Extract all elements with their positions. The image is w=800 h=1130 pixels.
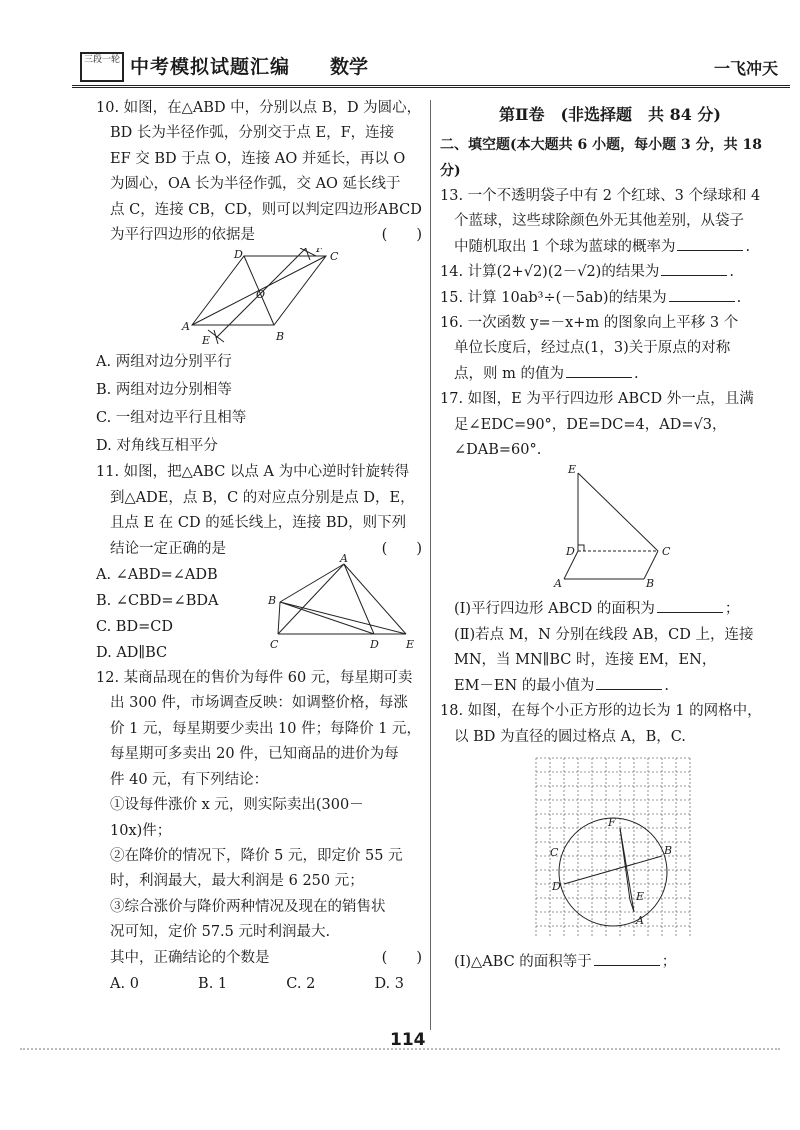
label-e: E	[406, 638, 415, 652]
segment-ec	[578, 473, 658, 551]
answer-blank[interactable]	[661, 261, 727, 276]
page-number: 114	[390, 1030, 426, 1050]
q12-statement: 况可知，定价 57.5 元时利润最大.	[110, 924, 331, 941]
q12-statement: 时，利润最大，最大利润是 6 250 元；	[110, 873, 364, 890]
q18-part-1-end: ；	[661, 953, 677, 970]
label-f: F	[608, 815, 616, 829]
label-a: A	[636, 913, 644, 927]
q10-line-text: 为平行四边形的依据是	[110, 227, 255, 244]
arc-f	[300, 248, 316, 260]
label-c: C	[662, 545, 671, 559]
q11-line: 且点 E 在 CD 的延长线上，连接 BD，则下列	[110, 515, 407, 532]
segment-bc	[278, 602, 280, 634]
q13-line: 个蓝球，这些球除颜色外无其他差别，从袋子	[454, 213, 744, 230]
header-rule	[72, 85, 790, 88]
q12-question	[96, 946, 422, 971]
question-10	[96, 96, 422, 460]
q12-option: A. 0	[110, 975, 139, 992]
q16-end: .	[633, 365, 639, 382]
q10-option: D. 对角线互相平分	[96, 438, 218, 455]
q16-line: 单位长度后，经过点(1，3)关于原点的对称	[454, 340, 731, 357]
segment-ac	[278, 564, 344, 634]
q10-line: BD 长为半径作弧，分别交于点 E，F，连接	[110, 125, 395, 142]
q16-line	[440, 362, 780, 387]
q11-line-text: 结论一定正确的是	[110, 540, 226, 557]
page-header	[72, 44, 790, 88]
left-column	[96, 96, 422, 997]
answer-paren: ( )	[381, 227, 422, 244]
label-d: D	[234, 248, 243, 262]
label-d: D	[566, 545, 575, 559]
answer-blank[interactable]	[669, 287, 735, 302]
subject-label: 数学	[330, 56, 369, 78]
q12-option: D. 3	[374, 975, 404, 992]
q12-statement: ③综合涨价与降价两种情况及现在的销售状	[110, 898, 386, 915]
q15-end: .	[736, 289, 742, 306]
q17-part-2-end: .	[664, 677, 669, 694]
question-15	[440, 286, 780, 311]
q18-grid-figure	[440, 750, 780, 946]
label-o: O	[256, 288, 266, 302]
q18-part-1-text: (Ⅰ)△ABC 的面积等于	[454, 953, 592, 970]
q17-figure	[440, 463, 780, 593]
q10-option: C. 一组对边平行且相等	[96, 410, 247, 427]
brand-label: 一飞冲天	[713, 59, 778, 78]
q12-options	[96, 971, 422, 997]
label-b: B	[276, 330, 285, 344]
question-16	[440, 311, 780, 387]
q18-part-1	[440, 950, 780, 975]
answer-blank[interactable]	[657, 598, 723, 613]
label-b: B	[268, 594, 277, 608]
label-e: E	[568, 463, 577, 477]
q10-option: B. 两组对边分别相等	[96, 382, 232, 399]
q10-figure	[96, 248, 422, 344]
q11-line: 到△ADE，点 B，C 的对应点分别是点 D，E，	[110, 489, 415, 506]
label-b: B	[664, 843, 673, 857]
label-d: D	[370, 638, 379, 652]
label-d: D	[552, 879, 561, 893]
q10-line: 点 C，连接 CB，CD，则可以判定四边形ABCD	[110, 201, 422, 218]
question-13	[440, 184, 780, 260]
label-c: C	[550, 845, 559, 859]
q10-line	[96, 223, 422, 248]
q10-option: A. 两组对边分别平行	[96, 354, 232, 371]
answer-blank[interactable]	[596, 675, 662, 690]
diameter-bd	[564, 856, 662, 884]
footer-dotted-rule	[20, 1048, 780, 1050]
q14-end: .	[729, 264, 734, 281]
q18-line: 以 BD 为直径的圆过格点 A，B，C.	[454, 728, 686, 745]
q11-option: B. ∠CBD=∠BDA	[96, 593, 219, 610]
q17-part-1	[440, 597, 780, 622]
q13-line	[440, 235, 780, 260]
label-a: A	[182, 320, 190, 334]
segment-bd	[280, 602, 374, 634]
question-12	[96, 666, 422, 997]
question-17	[440, 387, 780, 699]
q11-line: 11. 如图，把△ABC 以点 A 为中心逆时针旋转得	[96, 464, 410, 481]
label-f: F	[316, 248, 324, 256]
segment-ab	[280, 564, 344, 602]
q10-line: 为圆心，OA 长为半径作弧，交 AO 延长线于	[110, 176, 401, 193]
q17-line: 17. 如图，E 为平行四边形 ABCD 外一点，且满	[440, 391, 754, 408]
segment-ad	[344, 564, 374, 634]
q11-option: D. AD∥BC	[96, 645, 168, 662]
q17-part-2-line: MN，当 MN∥BC 时，连接 EM，EN，	[454, 652, 717, 669]
label-c: C	[270, 638, 279, 652]
q13-line: 13. 一个不透明袋子中有 2 个红球、3 个绿球和 4	[440, 188, 761, 204]
q11-figure	[256, 554, 422, 654]
q12-statement: ①设每件涨价 x 元，则实际卖出(300－	[110, 797, 364, 814]
part-2-title: 第Ⅱ卷 (非选择题 共 84 分)	[498, 105, 722, 124]
q16-line-text: 点，则 m 的值为	[454, 365, 564, 382]
q13-end: .	[745, 238, 751, 255]
circle-bd	[559, 815, 667, 926]
q17-part-2-line: (Ⅱ)若点 M，N 分别在线段 AB，CD 上，连接	[454, 626, 754, 643]
q12-statement: ②在降价的情况下，降价 5 元，即定价 55 元	[110, 847, 403, 864]
q17-line: ∠DAB=60°.	[454, 442, 542, 459]
column-divider	[430, 100, 431, 1030]
q12-line: 出 300 件，市场调查反映：如调整价格，每涨	[110, 695, 408, 712]
answer-blank[interactable]	[677, 236, 743, 251]
q12-option: C. 2	[286, 975, 316, 992]
question-14	[440, 260, 780, 285]
q12-line: 12. 某商品现在的售价为每件 60 元，每星期可卖	[96, 670, 413, 687]
q17-part-2-text: EM－EN 的最小值为	[454, 677, 595, 694]
q18-line: 18. 如图，在每个小正方形的边长为 1 的网格中，	[440, 703, 762, 720]
label-a: A	[554, 577, 562, 591]
q10-line: EF 交 BD 于点 O，连接 AO 并延长，再以 O	[110, 150, 406, 167]
series-logo: 三段一轮	[80, 52, 124, 82]
label-e: E	[202, 334, 211, 345]
segment-ae	[344, 564, 406, 634]
question-11	[96, 460, 422, 666]
label-a: A	[340, 554, 348, 566]
q10-line: 10. 如图，在△ABD 中，分别以点 B，D 为圆心，	[96, 100, 422, 116]
q12-option: B. 1	[198, 975, 228, 992]
q12-line: 价 1 元，每星期要少卖出 10 件；每降价 1 元，	[110, 720, 422, 737]
q11-option: A. ∠ABD=∠ADB	[96, 567, 218, 584]
q16-line: 16. 一次函数 y=－x+m 的图象向上平移 3 个	[440, 315, 739, 332]
label-b: B	[646, 577, 655, 591]
q11-options-with-figure	[96, 554, 422, 666]
right-angle-mark	[578, 545, 584, 551]
segment-be	[280, 602, 406, 634]
q17-part-1-text: (Ⅰ)平行四边形 ABCD 的面积为	[454, 601, 655, 618]
answer-blank[interactable]	[566, 363, 632, 378]
book-title: 中考模拟试题汇编	[130, 56, 291, 78]
q12-statement: 10x)件；	[110, 822, 172, 839]
label-e: E	[636, 889, 645, 903]
q14-text: 14. 计算(2+√2)(2－√2)的结果为	[440, 264, 660, 281]
answer-paren: ( )	[381, 949, 422, 966]
label-c: C	[330, 250, 339, 264]
q17-part-2-line	[440, 674, 780, 699]
q17-line: 足∠EDC=90°，DE=DC=4，AD=√3，	[454, 416, 727, 433]
q15-text: 15. 计算 10ab³÷(－5ab)的结果为	[440, 289, 667, 306]
right-column	[440, 96, 780, 975]
q11-option: C. BD=CD	[96, 619, 173, 636]
q17-part-1-end: ；	[724, 601, 740, 618]
q12-question-text: 其中，正确结论的个数是	[110, 949, 270, 966]
q12-line: 件 40 元，有下列结论：	[110, 771, 269, 788]
answer-blank[interactable]	[594, 951, 660, 966]
q13-line-text: 中随机取出 1 个球为蓝球的概率为	[454, 238, 676, 255]
q12-line: 每星期可多卖出 20 件，已知商品的进价为每	[110, 746, 399, 763]
question-18	[440, 699, 780, 975]
segment-bc	[644, 551, 658, 579]
fill-in-section-heading: 二、填空题(本大题共 6 小题，每小题 3 分，共 18 分)	[440, 137, 762, 179]
answer-paren: ( )	[381, 540, 422, 557]
segment-fe	[620, 828, 630, 900]
